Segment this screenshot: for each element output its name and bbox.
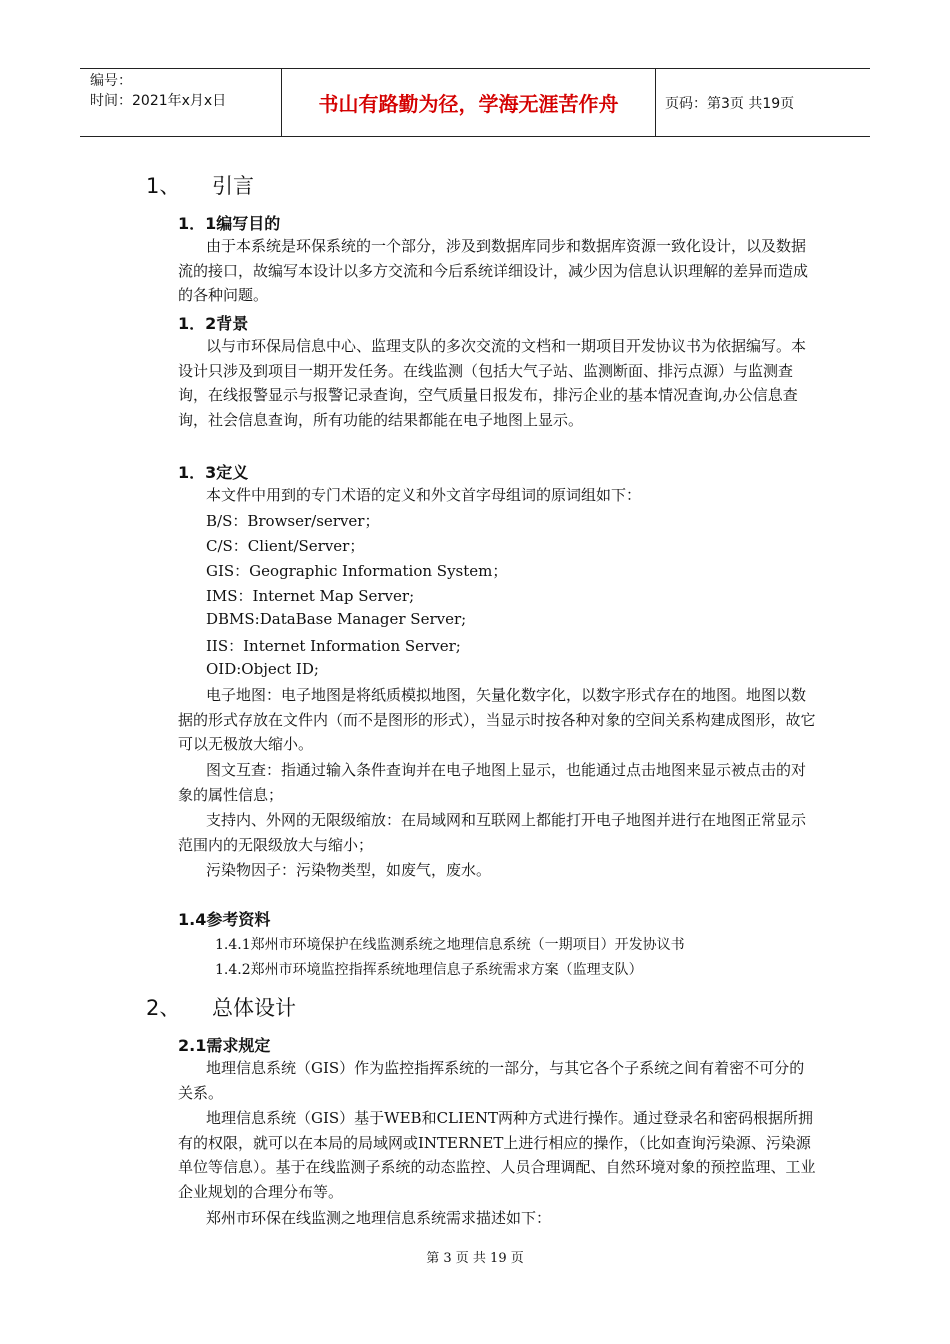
reference-item: 1.4.2郑州市环境监控指挥系统地理信息子系统需求方案（监理支队） [215, 962, 643, 978]
paragraph: 地理信息系统（GIS）基于WEB和CLIENT两种方式进行操作。通过登录名和密码根据所拥有的权限，就可以在本局的局域网或INTERNET上进行相应的操作，（比如查询污染源、污染源单位等信息）。基于在线监测子系统的动态监控、人员合理调配、自然环境对象的预控监理、工业企业规划的合理分布等。 [178, 1109, 816, 1201]
subsection-1-2-heading: 1．2背景 [178, 314, 249, 333]
page-header [80, 68, 870, 137]
doc-code-label: 编号： [90, 73, 132, 89]
header-page-info: 页码：第3页 共19页 [665, 95, 795, 112]
reference-item: 1.4.1郑州市环境保护在线监测系统之地理信息系统（一期项目）开发协议书 [215, 937, 685, 953]
subsection-1-3-heading: 1．3定义 [178, 463, 249, 482]
section-number: 2、 [146, 996, 181, 1020]
doc-time-label: 时间：2021年x月x日 [90, 93, 227, 109]
section-1-heading [146, 170, 254, 200]
paragraph: 郑州市环保在线监测之地理信息系统需求描述如下： [206, 1209, 552, 1227]
section-number: 1、 [146, 174, 181, 198]
section-2-heading [146, 992, 296, 1022]
definition-item: OID:Object ID; [206, 660, 319, 678]
definition-item: B/S：Browser/server； [206, 512, 380, 530]
header-meta [80, 69, 282, 136]
paragraph: 支持内、外网的无限级缩放：在局域网和互联网上都能打开电子地图并进行在地图正常显示范围内的无限级放大与缩小； [178, 811, 807, 854]
subsection-2-1-heading: 2.1需求规定 [178, 1036, 271, 1055]
paragraph: 地理信息系统（GIS）作为监控指挥系统的一部分，与其它各个子系统之间有着密不可分的关系。 [178, 1059, 805, 1102]
definition-item: IMS：Internet Map Server; [206, 587, 415, 605]
section-title: 总体设计 [212, 996, 296, 1020]
header-motto: 书山有路勤为径，学海无涯苦作舟 [282, 69, 656, 136]
page-footer: 第 3 页 共 19 页 [426, 1251, 524, 1266]
definition-item: GIS：Geographic Information System； [206, 562, 508, 580]
definition-item: DBMS:DataBase Manager Server; [206, 610, 467, 628]
paragraph: 图文互查：指通过输入条件查询并在电子地图上显示，也能通过点击地图来显示被点击的对象的属性信息； [178, 761, 807, 804]
definition-item: IIS：Internet Information Server; [206, 637, 461, 655]
paragraph: 以与市环保局信息中心、监理支队的多次交流的文档和一期项目开发协议书为依据编写。本设计只涉及到项目一期开发任务。在线监测（包括大气子站、监测断面、排污点源）与监测查询，在线报警显示与报警记录查询，空气质量日报发布，排污企业的基本情况查询,办公信息查询，社会信息查询，所有功能的结果都能在电子地图上显示。 [178, 337, 807, 429]
subsection-1-4-heading: 1.4参考资料 [178, 910, 271, 929]
subsection-1-1-heading: 1．1编写目的 [178, 214, 281, 233]
paragraph: 污染物因子：污染物类型，如废气，废水。 [206, 861, 492, 879]
definitions-intro: 本文件中用到的专门术语的定义和外文首字母组词的原词组如下： [206, 486, 642, 504]
definition-item: C/S：Client/Server； [206, 537, 365, 555]
paragraph: 电子地图：电子地图是将纸质模拟地图，矢量化数字化，以数字形式存在的地图。地图以数据的形式存放在文件内（而不是图形的形式），当显示时按各种对象的空间关系构建成图形，故它可以无极放大缩小。 [178, 686, 816, 753]
section-title: 引言 [212, 174, 254, 198]
paragraph: 由于本系统是环保系统的一个部分，涉及到数据库同步和数据库资源一致化设计，以及数据流的接口，故编写本设计以多方交流和今后系统详细设计，减少因为信息认识理解的差异而造成的各种问题。 [178, 237, 809, 304]
